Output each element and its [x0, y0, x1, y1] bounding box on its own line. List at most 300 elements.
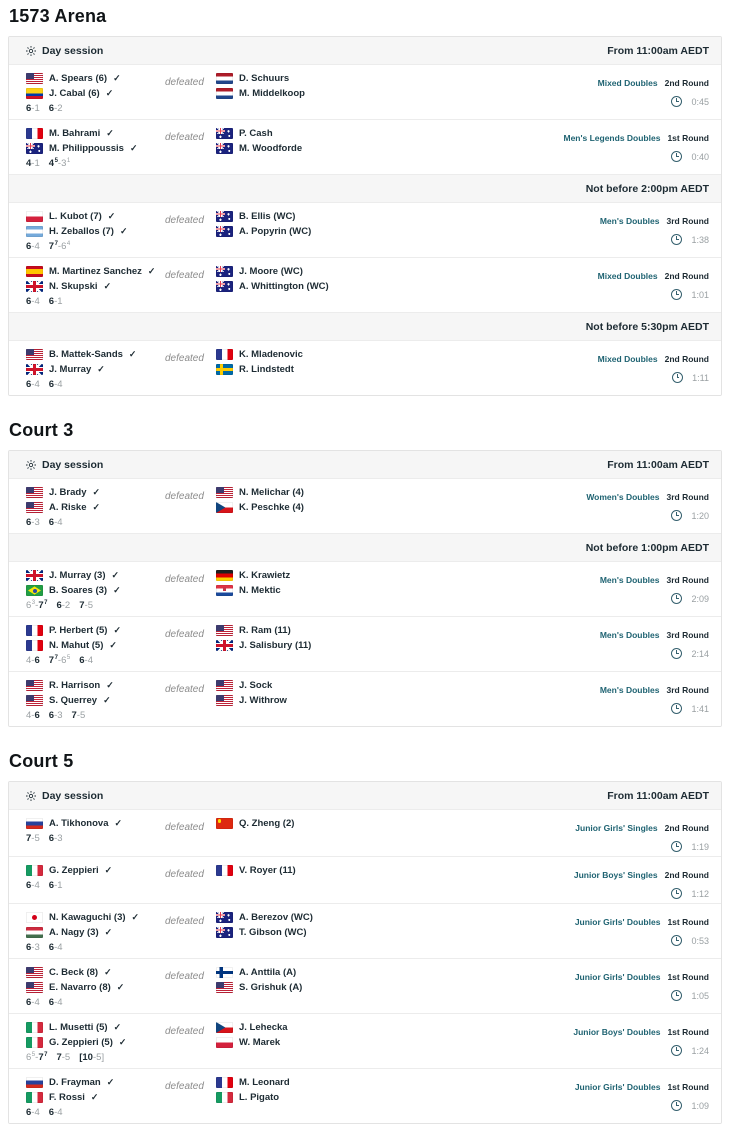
defeated-label: defeated [165, 491, 204, 502]
notice-text: Not before 5:30pm AEDT [585, 320, 709, 333]
match-row[interactable] [9, 478, 721, 533]
player-name: J. Brady [49, 487, 87, 498]
flag-fr-icon [26, 128, 43, 139]
match-row[interactable] [9, 903, 721, 958]
winners-column [26, 346, 165, 391]
match-rows [9, 809, 721, 1123]
winner-check-icon: ✓ [129, 143, 138, 153]
winner-check-icon: ✓ [106, 1077, 115, 1087]
player [26, 87, 165, 100]
round-label: 2nd Round [664, 870, 709, 880]
match-duration: 0:45 [691, 96, 709, 107]
round-label: 2nd Round [664, 271, 709, 281]
event-name: Junior Girls' Doubles [574, 972, 661, 982]
set-score: $4^5-3^1$ [48, 157, 71, 169]
round-label: 3rd Round [666, 492, 709, 502]
winner-check-icon: ✓ [103, 281, 112, 291]
winner-check-icon: ✓ [103, 695, 111, 705]
player [216, 363, 499, 376]
player-name: G. Zeppieri [49, 865, 99, 876]
match-score [26, 710, 165, 722]
player-name: J. Withrow [239, 695, 287, 706]
match-row[interactable] [9, 856, 721, 903]
set-score: 6-2 [56, 600, 71, 611]
defeated-label: defeated [165, 574, 204, 585]
set-score: 6-4 [26, 880, 40, 891]
player [216, 72, 499, 85]
player [216, 1076, 499, 1089]
set-score: 7-5 [79, 600, 93, 611]
loser-players [216, 677, 499, 709]
player [26, 817, 165, 830]
round-label: 3rd Round [666, 630, 709, 640]
match-meta [499, 1074, 709, 1111]
set-score: 6-1 [26, 103, 40, 114]
player-name: A. Whittington (WC) [239, 281, 329, 292]
player-name: P. Cash [239, 128, 273, 139]
match-row[interactable] [9, 616, 721, 671]
loser-players [216, 346, 499, 378]
flag-it-icon [216, 1092, 233, 1103]
sun-icon [26, 460, 36, 470]
player [216, 127, 499, 140]
winners-column [26, 1074, 165, 1119]
event-name: Men's Doubles [599, 685, 660, 695]
winner-check-icon: ✓ [113, 73, 121, 83]
flag-gb-icon [26, 364, 43, 375]
flag-us-icon [216, 680, 233, 691]
match-meta [499, 1019, 709, 1056]
set-score: 6-3 [26, 517, 40, 528]
player-name: R. Ram (11) [239, 625, 291, 636]
player-name: M. Middelkoop [239, 88, 305, 99]
player-name: L. Pigato [239, 1092, 280, 1103]
event-name: Mixed Doubles [597, 78, 658, 88]
winner-check-icon: ✓ [113, 585, 121, 595]
flag-us-icon [26, 982, 43, 993]
winners-column [26, 909, 165, 954]
player [216, 817, 499, 830]
winner-players [26, 210, 165, 238]
flag-au-icon [216, 281, 233, 292]
player [216, 679, 499, 692]
event-name: Junior Boys' Doubles [573, 1027, 661, 1037]
match-row[interactable] [9, 202, 721, 257]
winners-column [26, 70, 165, 115]
flag-us-icon [26, 487, 43, 498]
court-title: Court 3 [9, 420, 74, 440]
session-start-time: From 11:00am AEDT [607, 458, 709, 471]
player [216, 639, 499, 652]
match-duration: 1:24 [691, 1045, 709, 1056]
event-name: Men's Doubles [599, 216, 660, 226]
match-score [26, 103, 165, 115]
player-name: A. Tikhonova [49, 818, 109, 829]
match-row[interactable] [9, 257, 721, 312]
player-name: L. Kubot (7) [49, 211, 102, 222]
flag-us-icon [216, 625, 233, 636]
winner-check-icon: ✓ [107, 211, 116, 221]
player-name: F. Rossi [49, 1092, 85, 1103]
clock-icon [671, 289, 682, 300]
winner-players [26, 624, 165, 652]
winners-column [26, 263, 165, 308]
defeated-label: defeated [165, 822, 204, 833]
session-label: Day session [42, 458, 104, 471]
clock-icon [671, 234, 682, 245]
flag-br-icon [26, 585, 43, 596]
player [216, 1091, 499, 1104]
flag-au-icon [216, 266, 233, 277]
player [216, 584, 499, 597]
flag-gb-icon [26, 281, 43, 292]
flag-fi-icon [216, 967, 233, 978]
defeated-label: defeated [165, 77, 204, 88]
player-name: M. Philippoussis [49, 143, 124, 154]
player [26, 624, 165, 637]
match-row[interactable] [9, 119, 721, 174]
set-score: 6-4 [26, 296, 40, 307]
flag-es-icon [26, 266, 43, 277]
match-duration: 1:05 [691, 990, 709, 1001]
winner-players [26, 1021, 165, 1049]
flag-fr-icon [26, 625, 43, 636]
session-label: Day session [42, 789, 104, 802]
loser-players [216, 484, 499, 516]
winner-players [26, 817, 165, 830]
player-name: J. Murray [49, 364, 92, 375]
flag-de-icon [216, 570, 233, 581]
player [216, 926, 499, 939]
courts-root [8, 6, 722, 1124]
set-score: 6-4 [26, 1107, 40, 1118]
flag-nl-icon [216, 73, 233, 84]
match-meta [499, 263, 709, 300]
round-label: 1st Round [667, 917, 709, 927]
player [216, 624, 499, 637]
court-title: 1573 Arena [9, 6, 107, 26]
winner-check-icon: ✓ [111, 570, 120, 580]
winner-check-icon: ✓ [113, 625, 121, 635]
player-name: W. Marek [239, 1037, 281, 1048]
flag-au-icon [216, 143, 233, 154]
match-meta [499, 622, 709, 659]
set-score: 7-5 [26, 833, 40, 844]
event-name: Junior Girls' Doubles [574, 1082, 661, 1092]
winner-players [26, 348, 165, 376]
set-score: 6-4 [48, 997, 63, 1008]
match-duration: 1:11 [692, 372, 709, 383]
clock-icon [671, 96, 682, 107]
player [26, 966, 165, 979]
player-name: J. Moore (WC) [239, 266, 303, 277]
winners-column [26, 484, 165, 529]
set-score: 6-4 [48, 379, 63, 390]
player-name: H. Zeballos (7) [49, 226, 114, 237]
match-meta [499, 677, 709, 714]
player [216, 1036, 499, 1049]
player-name: M. Bahrami [49, 128, 101, 139]
match-duration: 1:09 [691, 1100, 709, 1111]
winner-check-icon: ✓ [119, 226, 128, 236]
session-header [9, 782, 721, 809]
player [26, 142, 165, 155]
player-name: N. Melichar (4) [239, 487, 304, 498]
match-meta [499, 964, 709, 1001]
clock-icon [671, 888, 682, 899]
notice-row [9, 174, 721, 202]
player-name: E. Navarro (8) [49, 982, 111, 993]
player [216, 87, 499, 100]
player [216, 501, 499, 514]
loser-players [216, 909, 499, 941]
clock-icon [671, 1100, 682, 1111]
player [26, 280, 165, 293]
match-meta [499, 862, 709, 899]
set-score: 6-4 [48, 942, 63, 953]
player [26, 694, 165, 707]
clock-icon [671, 648, 682, 659]
player-name: K. Krawietz [239, 570, 291, 581]
match-row[interactable] [9, 671, 721, 726]
player-name: J. Sock [239, 680, 273, 691]
winners-column [26, 125, 165, 170]
player-name: A. Riske [49, 502, 87, 513]
loser-players [216, 1074, 499, 1106]
flag-it-icon [26, 1037, 43, 1048]
flag-us-icon [26, 73, 43, 84]
match-row[interactable] [9, 340, 721, 395]
loser-players [216, 862, 499, 879]
match-score [26, 600, 165, 612]
flag-au-icon [216, 128, 233, 139]
match-duration: 1:41 [691, 703, 709, 714]
court-section [8, 420, 722, 727]
player [216, 981, 499, 994]
winner-check-icon: ✓ [105, 88, 114, 98]
match-meta [499, 125, 709, 162]
set-score: 6-4 [26, 241, 40, 252]
player [26, 225, 165, 238]
winner-players [26, 911, 165, 939]
set-score: 6-4 [26, 997, 40, 1008]
player-name: B. Mattek-Sands [49, 349, 123, 360]
player [26, 679, 165, 692]
sun-icon [26, 46, 36, 56]
match-row[interactable] [9, 1013, 721, 1068]
flag-us-icon [216, 982, 233, 993]
set-score: 6-4 [48, 517, 63, 528]
player-name: R. Harrison [49, 680, 101, 691]
match-row[interactable] [9, 1068, 721, 1123]
set-score: 4-6 [26, 655, 40, 666]
loser-players [216, 1019, 499, 1051]
flag-ru-icon [26, 1077, 43, 1088]
player-name: S. Querrey [49, 695, 98, 706]
player-name: T. Gibson (WC) [239, 927, 307, 938]
event-name: Women's Doubles [586, 492, 660, 502]
player [26, 569, 165, 582]
match-duration: 1:12 [691, 888, 709, 899]
court-title: Court 5 [9, 751, 74, 771]
match-meta [499, 567, 709, 604]
court-section [8, 751, 722, 1124]
player-name: B. Ellis (WC) [239, 211, 296, 222]
defeated-label: defeated [165, 1081, 204, 1092]
player [26, 864, 165, 877]
player-name: M. Martinez Sanchez [49, 266, 142, 277]
match-meta [499, 815, 709, 852]
winner-check-icon: ✓ [90, 1092, 99, 1102]
match-row[interactable] [9, 64, 721, 119]
player [216, 265, 499, 278]
notice-row [9, 312, 721, 340]
player [26, 127, 165, 140]
flag-it-icon [26, 865, 43, 876]
flag-au-icon [216, 912, 233, 923]
loser-players [216, 125, 499, 157]
winner-players [26, 486, 165, 514]
player [216, 210, 499, 223]
winners-column [26, 622, 165, 667]
loser-players [216, 70, 499, 102]
flag-gb-icon [26, 570, 43, 581]
player [26, 72, 165, 85]
flag-it-icon [26, 1092, 43, 1103]
player-name: S. Grishuk (A) [239, 982, 303, 993]
player-name: D. Schuurs [239, 73, 290, 84]
flag-hr-icon [216, 585, 233, 596]
match-meta [499, 346, 709, 383]
player-name: K. Peschke (4) [239, 502, 304, 513]
player-name: N. Kawaguchi (3) [49, 912, 126, 923]
flag-us-icon [26, 349, 43, 360]
player-name: C. Beck (8) [49, 967, 99, 978]
event-name: Men's Legends Doubles [563, 133, 661, 143]
defeated-label: defeated [165, 916, 204, 927]
clock-icon [671, 935, 682, 946]
winner-check-icon: ✓ [106, 680, 114, 690]
flag-nl-icon [216, 88, 233, 99]
flag-au-icon [26, 143, 43, 154]
flag-us-icon [26, 680, 43, 691]
event-name: Men's Doubles [599, 575, 660, 585]
player [216, 280, 499, 293]
match-score [26, 158, 165, 170]
player [26, 486, 165, 499]
set-score: 4-1 [26, 158, 40, 169]
set-score: 6-3 [26, 942, 40, 953]
match-meta [499, 484, 709, 521]
player-name: A. Nagy (3) [49, 927, 99, 938]
flag-au-icon [216, 211, 233, 222]
winner-check-icon: ✓ [104, 967, 112, 977]
flag-fr-icon [216, 865, 233, 876]
round-label: 3rd Round [666, 575, 709, 585]
winner-players [26, 569, 165, 597]
clock-icon [671, 1045, 682, 1056]
player [216, 486, 499, 499]
round-label: 1st Round [667, 1027, 709, 1037]
player-name: A. Berezov (WC) [239, 912, 313, 923]
match-rows [9, 478, 721, 726]
defeated-label: defeated [165, 215, 204, 226]
flag-us-icon [216, 487, 233, 498]
player-name: M. Woodforde [239, 143, 303, 154]
winner-players [26, 265, 165, 293]
set-score: $6^3-7^7$ [26, 599, 48, 611]
match-score [26, 942, 165, 954]
match-duration: 1:19 [691, 841, 709, 852]
defeated-label: defeated [165, 270, 204, 281]
winner-check-icon: ✓ [114, 818, 123, 828]
match-row[interactable] [9, 958, 721, 1013]
match-row[interactable] [9, 561, 721, 616]
round-label: 2nd Round [664, 823, 709, 833]
defeated-label: defeated [165, 1026, 204, 1037]
match-duration: 2:09 [691, 593, 709, 604]
set-score: 6-3 [48, 710, 63, 721]
match-row[interactable] [9, 809, 721, 856]
player-name: N. Mektic [239, 585, 281, 596]
player-name: M. Leonard [239, 1077, 290, 1088]
winner-players [26, 679, 165, 707]
set-score: 4-6 [26, 710, 40, 721]
player-name: J. Cabal (6) [49, 88, 100, 99]
player [26, 1036, 165, 1049]
match-meta [499, 208, 709, 245]
match-rows [9, 64, 721, 395]
winner-check-icon: ✓ [128, 349, 137, 359]
flag-au-icon [216, 927, 233, 938]
flag-fr-icon [216, 1077, 233, 1088]
winner-players [26, 1076, 165, 1104]
round-label: 2nd Round [664, 78, 709, 88]
flag-pl-icon [26, 211, 43, 222]
winner-check-icon: ✓ [92, 487, 101, 497]
set-score: 6-2 [48, 103, 63, 114]
winner-check-icon: ✓ [104, 927, 113, 937]
flag-fr-icon [26, 640, 43, 651]
player [26, 1091, 165, 1104]
player-name: A. Spears (6) [49, 73, 108, 84]
flag-au-icon [216, 226, 233, 237]
player-name: L. Musetti (5) [49, 1022, 108, 1033]
winner-check-icon: ✓ [116, 982, 125, 992]
sun-icon [26, 791, 36, 801]
clock-icon [671, 990, 682, 1001]
match-score [26, 379, 165, 391]
player [26, 926, 165, 939]
session-header [9, 37, 721, 64]
match-meta [499, 70, 709, 107]
flag-cz-icon [216, 1022, 233, 1033]
player [26, 584, 165, 597]
defeated-label: defeated [165, 869, 204, 880]
flag-ru-icon [26, 818, 43, 829]
defeated-label: defeated [165, 132, 204, 143]
session-card [8, 36, 722, 396]
flag-us-icon [26, 967, 43, 978]
match-score [26, 655, 165, 667]
set-score: 6-4 [48, 1107, 63, 1118]
winner-check-icon: ✓ [113, 1022, 122, 1032]
player [26, 348, 165, 361]
set-score: 7-5 [56, 1052, 71, 1063]
player-name: D. Frayman [49, 1077, 101, 1088]
player [26, 501, 165, 514]
round-label: 3rd Round [666, 685, 709, 695]
